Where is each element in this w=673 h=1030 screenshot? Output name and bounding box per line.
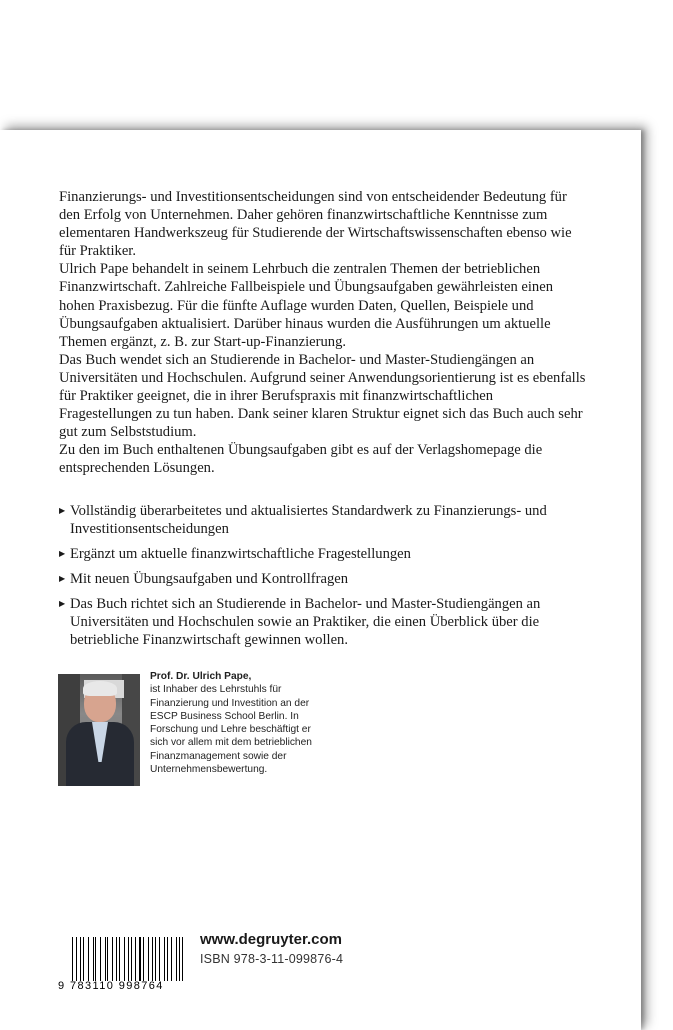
feature-text: Mit neuen Übungsaufgaben und Kontrollfragen <box>70 570 349 587</box>
feature-text: Ergänzt um aktuelle finanzwirtschaftliche Fragestellungen <box>70 545 411 562</box>
feature-item <box>59 545 589 563</box>
publisher-info <box>200 930 343 968</box>
feature-text: Das Buch richtet sich an Studierende in Bachelor- und Master-Studiengängen an Universitäten und Hochschulen sowie an Praktiker, die einen Überblick über die betriebliche Finanzwirtschaft gewinnen wollen. <box>70 595 541 649</box>
bullet-arrow-icon: ▶ <box>59 548 66 558</box>
author-photo <box>58 674 140 786</box>
bullet-arrow-icon: ▶ <box>59 573 66 583</box>
description-paragraph: Das Buch wendet sich an Studierende in Bachelor- und Master-Studiengängen an Universitäten und Hochschulen. Aufgrund seiner Anwendungsorientierung ist es ebenfalls für Praktiker geeignet, die in ihrer Berufspraxis mit finanzwirtschaftlichen Fragestellungen zu tun haben. Dank seiner klaren Struktur eignet sich das Buch auch sehr gut zum Selbststudium. <box>59 351 586 441</box>
author-bio-text: ist Inhaber des Lehrstuhls für Finanzierung und Investition an der ESCP Business School Berlin. In Forschung und Lehre beschäftigt er sich vor allem mit dem betrieblichen Finanzmanagement sowie der Unternehmensbewertung. <box>150 684 312 776</box>
feature-list <box>59 502 589 650</box>
cover-content <box>59 188 589 656</box>
description-paragraph: Finanzierungs- und Investitionsentscheidungen sind von entscheidender Bedeutung für den Erfolg von Unternehmen. Daher gehören finanzwirtschaftliche Kenntnisse zum elementaren Handwerkszeug für Studierende der Wirtschaftswissenschaften ebenso wie für Praktiker. <box>59 189 572 260</box>
author-bio <box>150 670 320 786</box>
description-paragraph: Zu den im Buch enthaltenen Übungsaufgaben gibt es auf der Verlagshomepage die entsprechenden Lösungen. <box>59 442 543 477</box>
description-paragraph: Ulrich Pape behandelt in seinem Lehrbuch die zentralen Themen der betrieblichen Finanzwirtschaft. Zahlreiche Fallbeispiele und Übungsaufgaben gewährleisten einen hohen Praxisbezug. Für die fünfte Auflage wurden Daten, Quellen, Beispiele und Übungsaufgaben aktualisiert. Darüber hinaus wurden die Ausführungen um aktuelle Themen ergänzt, z. B. zur Start-up-Finanzierung. <box>59 261 553 350</box>
author-name: Prof. Dr. Ulrich Pape, <box>150 671 252 682</box>
feature-item <box>59 570 589 588</box>
isbn-number: ISBN 978-3-11-099876-4 <box>200 952 344 966</box>
barcode-bars <box>72 937 184 981</box>
barcode-digits: 9 783110 998764 <box>58 980 164 992</box>
feature-item <box>59 502 589 538</box>
author-section <box>58 671 320 786</box>
publisher-url: www.degruyter.com <box>200 931 342 948</box>
isbn-barcode <box>58 933 188 993</box>
feature-text: Vollständig überarbeitetes und aktualisiertes Standardwerk zu Finanzierungs- und Investitionsentscheidungen <box>70 502 547 537</box>
bullet-arrow-icon: ▶ <box>59 598 66 608</box>
feature-item <box>59 595 589 649</box>
description <box>59 188 589 478</box>
book-back-cover <box>0 130 641 1030</box>
bullet-arrow-icon: ▶ <box>59 505 66 515</box>
